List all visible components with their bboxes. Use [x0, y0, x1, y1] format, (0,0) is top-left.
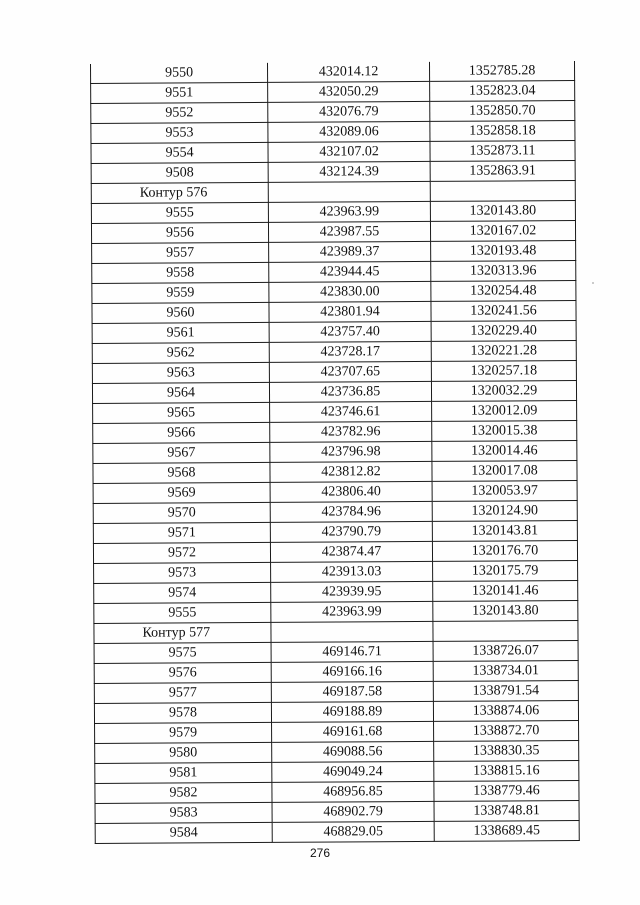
point-number-cell: 9560 — [92, 302, 269, 323]
y-coordinate-cell: 1338726.07 — [433, 641, 578, 662]
y-coordinate-cell: 1320143.80 — [430, 201, 575, 222]
y-coordinate-cell: 1320143.81 — [432, 521, 577, 542]
table-row — [91, 201, 575, 224]
table-row — [92, 261, 576, 284]
y-coordinate-cell: 1320143.80 — [433, 601, 578, 622]
y-coordinate-cell: 1320313.96 — [431, 261, 576, 282]
table-row — [92, 361, 576, 384]
table-row — [95, 741, 579, 764]
contour-label: Контур 577 — [94, 622, 271, 643]
point-number-cell: 9581 — [95, 762, 272, 783]
point-number-cell: 9569 — [93, 482, 270, 503]
x-coordinate-cell: 469161.68 — [272, 721, 434, 742]
point-number-cell: 9508 — [91, 162, 268, 183]
y-coordinate-cell: 1352823.04 — [430, 81, 575, 102]
coordinates-table — [90, 61, 580, 844]
table-row — [94, 641, 578, 664]
y-coordinate-cell: 1320254.48 — [431, 281, 576, 302]
y-coordinate-cell: 1320012.09 — [432, 401, 577, 422]
y-coordinate-cell: 1338689.45 — [434, 821, 579, 842]
x-coordinate-cell: 423963.99 — [268, 201, 430, 222]
point-number-cell: 9584 — [95, 822, 272, 843]
x-coordinate-cell: 423790.79 — [270, 521, 432, 542]
point-number-cell: 9580 — [95, 742, 272, 763]
point-number-cell: 9578 — [94, 702, 271, 723]
y-coordinate-cell: 1320241.56 — [431, 301, 576, 322]
y-coordinate-cell: 1320257.18 — [431, 361, 576, 382]
table-row — [94, 601, 578, 624]
x-coordinate-cell: 423746.61 — [270, 401, 432, 422]
x-coordinate-cell: 423728.17 — [269, 341, 431, 362]
table-row — [92, 321, 576, 344]
table-row — [93, 421, 577, 444]
x-coordinate-cell: 423736.85 — [269, 381, 431, 402]
table-row — [95, 721, 579, 744]
y-coordinate-cell: 1320014.46 — [432, 441, 577, 462]
y-coordinate-cell: 1352858.18 — [430, 121, 575, 142]
table-row — [93, 461, 577, 484]
y-coordinate-cell: 1320229.40 — [431, 321, 576, 342]
x-coordinate-cell: 432089.06 — [268, 121, 430, 142]
x-coordinate-cell: 423801.94 — [269, 301, 431, 322]
x-coordinate-cell: 469049.24 — [272, 761, 434, 782]
empty-cell — [433, 621, 578, 642]
point-number-cell: 9555 — [91, 202, 268, 223]
scan-speck — [592, 282, 594, 284]
empty-cell — [271, 621, 433, 642]
y-coordinate-cell: 1338872.70 — [434, 721, 579, 742]
point-number-cell: 9573 — [94, 562, 271, 583]
point-number-cell: 9571 — [93, 522, 270, 543]
table-row — [93, 481, 577, 504]
page-number: 276 — [309, 846, 331, 860]
y-coordinate-cell: 1352873.11 — [430, 141, 575, 162]
y-coordinate-cell: 1320015.38 — [432, 421, 577, 442]
point-number-cell: 9558 — [92, 262, 269, 283]
point-number-cell: 9568 — [93, 462, 270, 483]
y-coordinate-cell: 1338830.35 — [434, 741, 579, 762]
table-row — [92, 281, 576, 304]
point-number-cell: 9579 — [95, 722, 272, 743]
y-coordinate-cell: 1320221.28 — [431, 341, 576, 362]
x-coordinate-cell: 423939.95 — [271, 581, 433, 602]
table-row — [91, 81, 575, 104]
table-row — [94, 701, 578, 724]
point-number-cell: 9577 — [94, 682, 271, 703]
coordinates-table-body — [90, 61, 579, 843]
table-row — [91, 221, 575, 244]
y-coordinate-cell: 1320193.48 — [431, 241, 576, 262]
table-row — [94, 661, 578, 684]
y-coordinate-cell: 1320017.08 — [432, 461, 577, 482]
point-number-cell: 9583 — [95, 802, 272, 823]
y-coordinate-cell: 1320141.46 — [433, 581, 578, 602]
y-coordinate-cell: 1320176.70 — [432, 541, 577, 562]
y-coordinate-cell: 1352850.70 — [430, 101, 575, 122]
point-number-cell: 9566 — [93, 422, 270, 443]
table-row — [92, 341, 576, 364]
point-number-cell: 9570 — [93, 502, 270, 523]
x-coordinate-cell: 432124.39 — [268, 161, 430, 182]
y-coordinate-cell: 1352863.91 — [430, 161, 575, 182]
point-number-cell: 9556 — [91, 222, 268, 243]
empty-cell — [430, 181, 575, 202]
point-number-cell: 9551 — [91, 82, 268, 103]
y-coordinate-cell: 1338791.54 — [433, 681, 578, 702]
table-row — [91, 101, 575, 124]
x-coordinate-cell: 423757.40 — [269, 321, 431, 342]
y-coordinate-cell: 1338734.01 — [433, 661, 578, 682]
table-row — [94, 561, 578, 584]
table-row — [91, 121, 575, 144]
y-coordinate-cell: 1338748.81 — [434, 801, 579, 822]
point-number-cell: 9565 — [93, 402, 270, 423]
x-coordinate-cell: 469166.16 — [271, 661, 433, 682]
y-coordinate-cell: 1320032.29 — [431, 381, 576, 402]
x-coordinate-cell: 468829.05 — [272, 821, 434, 842]
x-coordinate-cell: 468956.85 — [272, 781, 434, 802]
x-coordinate-cell: 423874.47 — [270, 541, 432, 562]
x-coordinate-cell: 423796.98 — [270, 441, 432, 462]
x-coordinate-cell: 432014.12 — [267, 62, 429, 82]
point-number-cell: 9554 — [91, 142, 268, 163]
point-number-cell: 9553 — [91, 122, 268, 143]
point-number-cell: 9550 — [90, 63, 267, 84]
x-coordinate-cell: 423707.65 — [269, 361, 431, 382]
y-coordinate-cell: 1320167.02 — [430, 221, 575, 242]
point-number-cell: 9575 — [94, 642, 271, 663]
point-number-cell: 9557 — [92, 242, 269, 263]
point-number-cell: 9582 — [95, 782, 272, 803]
point-number-cell: 9572 — [93, 542, 270, 563]
table-row — [95, 781, 579, 804]
table-row — [95, 801, 579, 824]
table-row — [93, 501, 577, 524]
empty-cell — [268, 181, 430, 202]
y-coordinate-cell: 1320124.90 — [432, 501, 577, 522]
point-number-cell: 9563 — [92, 362, 269, 383]
point-number-cell: 9576 — [94, 662, 271, 683]
x-coordinate-cell: 469088.56 — [272, 741, 434, 762]
x-coordinate-cell: 432107.02 — [268, 141, 430, 162]
contour-label: Контур 576 — [91, 182, 268, 203]
table-row — [92, 241, 576, 264]
x-coordinate-cell: 423830.00 — [269, 281, 431, 302]
y-coordinate-cell: 1320053.97 — [432, 481, 577, 502]
table-row — [93, 521, 577, 544]
table-row — [93, 541, 577, 564]
x-coordinate-cell: 423782.96 — [270, 421, 432, 442]
table-row — [92, 381, 576, 404]
y-coordinate-cell: 1338874.06 — [433, 701, 578, 722]
y-coordinate-cell: 1338815.16 — [434, 761, 579, 782]
point-number-cell: 9562 — [92, 342, 269, 363]
table-row — [94, 581, 578, 604]
table-row — [94, 681, 578, 704]
point-number-cell: 9567 — [93, 442, 270, 463]
x-coordinate-cell: 423812.82 — [270, 461, 432, 482]
y-coordinate-cell: 1338779.46 — [434, 781, 579, 802]
table-row — [95, 821, 579, 844]
table-row — [95, 761, 579, 784]
x-coordinate-cell: 432076.79 — [268, 101, 430, 122]
x-coordinate-cell: 469188.89 — [271, 701, 433, 722]
x-coordinate-cell: 423989.37 — [269, 241, 431, 262]
point-number-cell: 9574 — [94, 582, 271, 603]
x-coordinate-cell: 423944.45 — [269, 261, 431, 282]
table-row — [91, 161, 575, 184]
table-row — [92, 301, 576, 324]
x-coordinate-cell: 432050.29 — [268, 81, 430, 102]
y-coordinate-cell: 1320175.79 — [433, 561, 578, 582]
x-coordinate-cell: 423987.55 — [268, 221, 430, 242]
x-coordinate-cell: 469187.58 — [271, 681, 433, 702]
x-coordinate-cell: 423963.99 — [271, 601, 433, 622]
table-row — [93, 401, 577, 424]
point-number-cell: 9555 — [94, 602, 271, 623]
x-coordinate-cell: 423784.96 — [270, 501, 432, 522]
point-number-cell: 9564 — [92, 382, 269, 403]
x-coordinate-cell: 468902.79 — [272, 801, 434, 822]
x-coordinate-cell: 423913.03 — [271, 561, 433, 582]
point-number-cell: 9552 — [91, 102, 268, 123]
x-coordinate-cell: 423806.40 — [270, 481, 432, 502]
point-number-cell: 9561 — [92, 322, 269, 343]
point-number-cell: 9559 — [92, 282, 269, 303]
y-coordinate-cell: 1352785.28 — [429, 61, 574, 81]
x-coordinate-cell: 469146.71 — [271, 641, 433, 662]
table-row — [91, 141, 575, 164]
table-row — [90, 61, 574, 83]
table-row — [93, 441, 577, 464]
